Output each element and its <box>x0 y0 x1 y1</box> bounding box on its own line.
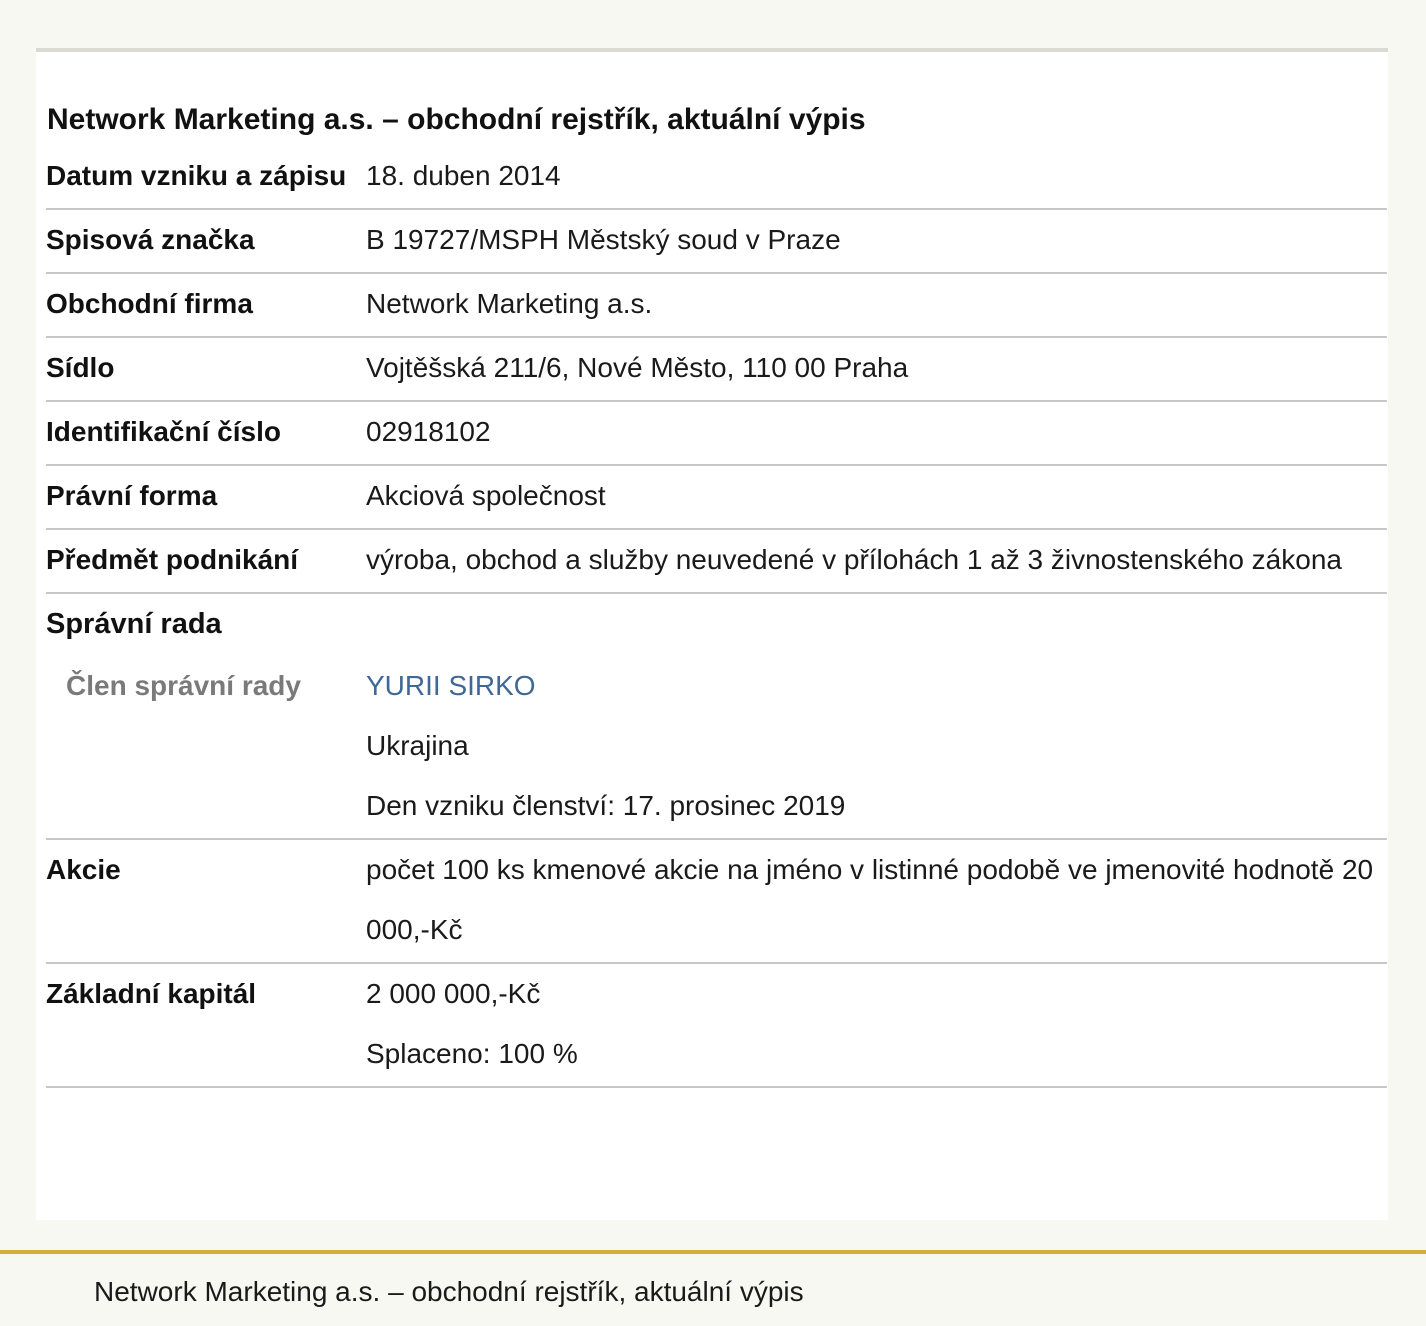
board-member-label: Člen správní rady <box>66 670 301 701</box>
row-value-legal-form: Akciová společnost <box>366 480 606 511</box>
table-row <box>46 338 1387 402</box>
row-label-company-name: Obchodní firma <box>46 288 253 319</box>
row-value-company-name: Network Marketing a.s. <box>366 288 653 319</box>
board-member-name-link[interactable]: YURII SIRKO <box>366 670 536 701</box>
row-value-id-number: 02918102 <box>366 416 491 447</box>
row-label-id-number: Identifikační číslo <box>46 416 281 447</box>
board-member-country: Ukrajina <box>366 730 469 761</box>
row-label-legal-form: Právní forma <box>46 480 218 511</box>
footer-title: Network Marketing a.s. – obchodní rejstřík, aktuální výpis <box>94 1276 804 1307</box>
row-label-file-number: Spisová značka <box>46 224 255 255</box>
row-value-business-activity: výroba, obchod a služby neuvedené v přílohách 1 až 3 živnostenského zákona <box>366 544 1342 575</box>
table-row <box>46 210 1387 274</box>
row-value-capital <box>366 964 1387 1084</box>
row-label-founding-date: Datum vzniku a zápisu <box>46 160 347 191</box>
table-row <box>46 964 1387 1088</box>
table-row <box>46 840 1387 964</box>
table-row <box>46 146 1387 210</box>
company-record-card <box>36 48 1388 1220</box>
capital-paid: Splaceno: 100 % <box>366 1038 578 1069</box>
board-section-header <box>46 594 1387 656</box>
row-value-shares: počet 100 ks kmenové akcie na jméno v listinné podobě ve jmenovité hodnotě 20 000,-Kč <box>366 854 1374 945</box>
table-row <box>46 402 1387 466</box>
capital-amount: 2 000 000,-Kč <box>366 978 541 1009</box>
page-footer <box>0 1250 1426 1326</box>
row-label-registered-office: Sídlo <box>46 352 115 383</box>
row-value-file-number: B 19727/MSPH Městský soud v Praze <box>366 224 841 255</box>
board-member-since: Den vzniku členství: 17. prosinec 2019 <box>366 790 846 821</box>
row-label-business-activity: Předmět podnikání <box>46 544 299 575</box>
row-label-capital: Základní kapitál <box>46 978 257 1009</box>
row-value-registered-office: Vojtěšská 211/6, Nové Město, 110 00 Praha <box>366 352 909 383</box>
table-row <box>46 530 1387 594</box>
table-row <box>46 466 1387 530</box>
page-title: Network Marketing a.s. – obchodní rejstřík, aktuální výpis <box>47 103 866 136</box>
row-label-shares: Akcie <box>46 854 121 885</box>
row-value-founding-date: 18. duben 2014 <box>366 160 561 191</box>
table-row <box>46 274 1387 338</box>
record-table <box>46 146 1387 1088</box>
table-row <box>46 656 1387 840</box>
board-heading: Správní rada <box>46 608 222 640</box>
board-member-details <box>366 656 1387 836</box>
